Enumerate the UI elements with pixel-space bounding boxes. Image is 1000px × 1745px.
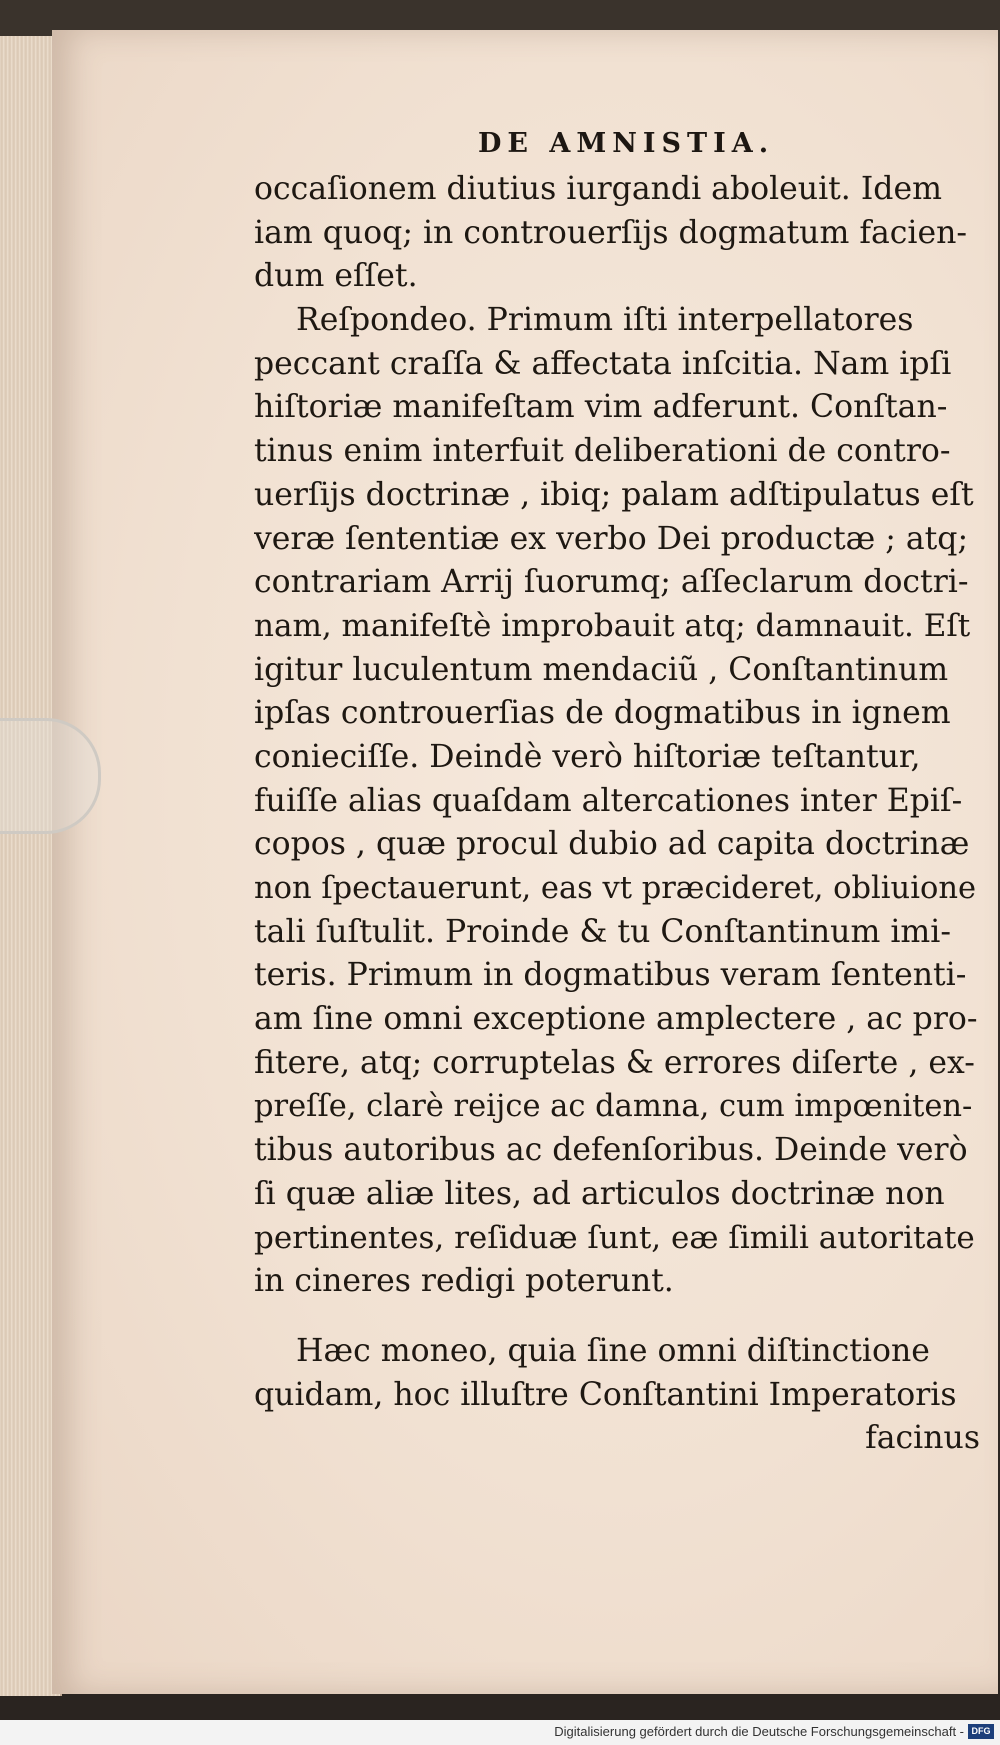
text-line: non ſpectauerunt, eas vt præcideret, obliuione <box>254 871 977 906</box>
text-line: occaſionem diutius iurgandi aboleuit. Idem <box>254 171 942 207</box>
text-line: hiſtoriæ manifeſtam vim adferunt. Conſtan- <box>254 389 948 426</box>
paragraph-gap <box>254 1304 980 1330</box>
text-line: tali ſuſtulit. Proinde & tu Conſtantinum imi- <box>254 913 951 950</box>
text-line: fuiſſe alias quaſdam altercationes inter Epiſ- <box>254 782 963 819</box>
catchword: facinus <box>865 1420 980 1457</box>
text-line: Reſpondeo. Primum iſti interpellatores <box>296 302 914 339</box>
text-line: dum eſſet. <box>254 258 418 295</box>
body-text <box>254 168 980 1461</box>
text-line: in cineres redigi poterunt. <box>254 1263 674 1300</box>
footer-credit: Digitalisierung gefördert durch die Deutsche Forschungsgemeinschaft - <box>554 1724 964 1739</box>
text-line: copos , quæ procul dubio ad capita doctrinæ <box>254 826 970 863</box>
page-clip <box>0 718 101 834</box>
text-line: ſi quæ aliæ lites, ad articulos doctrinæ non <box>254 1175 945 1212</box>
text-line: uerſijs doctrinæ , ibiq; palam adſtipulatus eſt <box>254 476 974 513</box>
text-line: quidam, hoc illuſtre Conſtantini Imperatoris <box>254 1376 957 1413</box>
dfg-logo-icon: DFG <box>968 1724 994 1739</box>
text-line: veræ ſententiæ ex verbo Dei productæ ; atq; <box>254 520 969 557</box>
text-line: ipſas controuerſias de dogmatibus in ignem <box>254 695 951 732</box>
text-line: tibus autoribus ac defenſoribus. Deinde verò <box>254 1132 968 1169</box>
footer-bar <box>0 1720 1000 1745</box>
text-line: pertinentes, reſiduæ ſunt, eæ ſimili autoritate <box>254 1219 975 1256</box>
text-line: igitur luculentum mendaciũ , Conſtantinum <box>254 651 949 688</box>
running-head: DE AMNISTIA. <box>478 128 775 159</box>
text-line: tinus enim interfuit deliberationi de contro- <box>254 433 951 470</box>
text-line: preſſe, clarè reijce ac damna, cum impœniten- <box>254 1089 973 1125</box>
text-line: fitere, atq; corruptelas & errores diſerte , ex- <box>254 1044 975 1081</box>
text-line: nam, manifeſtè improbauit atq; damnauit. Eſt <box>254 607 971 644</box>
text-line: Hæc moneo, quia ſine omni diſtinctione <box>296 1332 930 1369</box>
text-line: contrariam Arrij ſuorumq; aſſeclarum doctri- <box>254 564 969 601</box>
text-line: teris. Primum in dogmatibus veram ſententi- <box>254 957 967 994</box>
text-line: iam quoq; in controuerſijs dogmatum facien- <box>254 214 968 251</box>
text-line: peccant craſſa & affectata inſcitia. Nam ipſi <box>254 345 952 382</box>
text-line: conieciſſe. Deindè verò hiſtoriæ teſtantur, <box>254 738 921 775</box>
text-line: am ſine omni exceptione amplectere , ac pro- <box>254 1001 978 1038</box>
